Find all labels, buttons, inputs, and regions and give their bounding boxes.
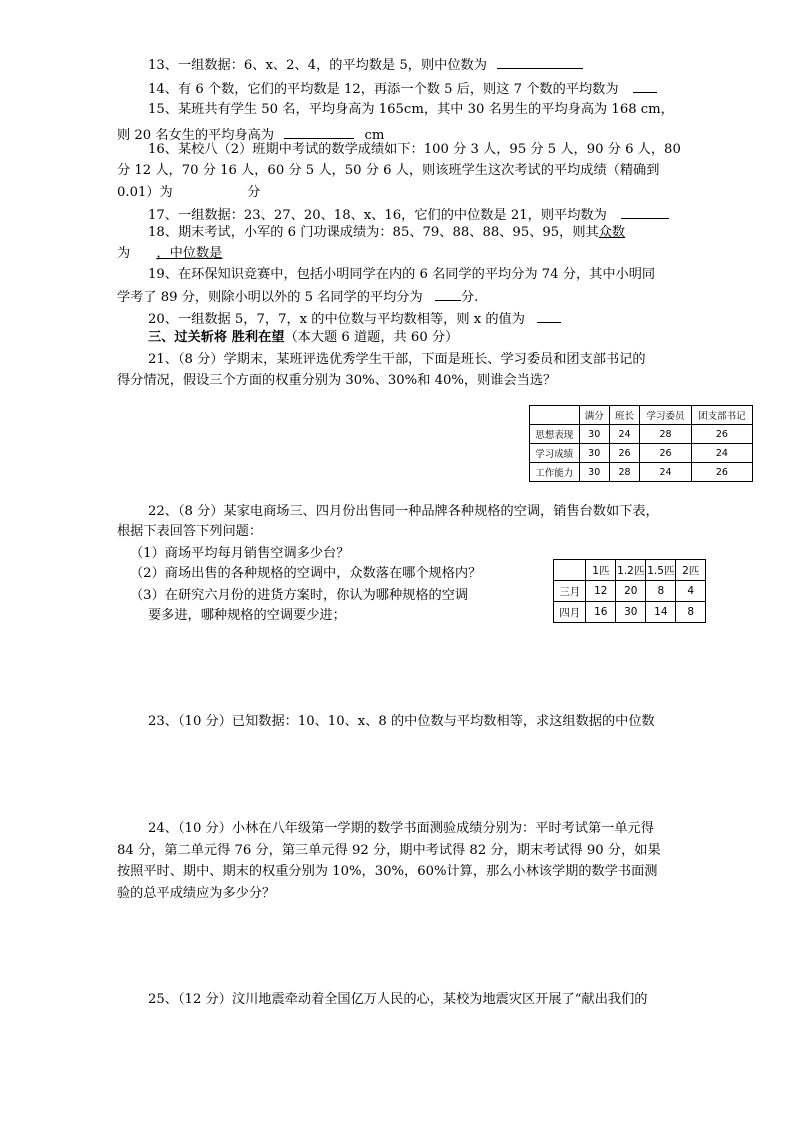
table-row xyxy=(530,425,753,444)
question-24-line4: 验的总平成绩应为多少分？ xyxy=(117,886,276,901)
table-cell: 30 xyxy=(579,463,609,482)
table-header-cell: 1.5匹 xyxy=(646,560,676,581)
section-3-info: （本大题 6 道题，共 60 分） xyxy=(284,330,459,345)
table-header-row xyxy=(554,560,706,581)
table-cell: 12 xyxy=(586,581,616,602)
table-row xyxy=(554,581,706,602)
question-25: 25、（12 分）汶川地震牵动着全国亿万人民的心，某校为地震灾区开展了“献出我们的 xyxy=(148,992,648,1007)
table-header-cell xyxy=(530,406,580,425)
question-15-line1: 15、某班共有学生 50 名，平均身高为 165cm，其中 30 名男生的平均身高为 168 cm， xyxy=(148,102,674,117)
question-19-line1: 19、在环保知识竞赛中，包括小明同学在内的 6 名同学的平均分为 74 分，其中小明同 xyxy=(148,267,656,282)
table-cell: 8 xyxy=(676,602,706,623)
q17-answer-blank xyxy=(621,205,669,219)
question-18-line2 xyxy=(117,246,222,262)
table-cell: 24 xyxy=(609,425,639,444)
table-header-cell: 2匹 xyxy=(676,560,706,581)
question-24-line3: 按照平时、期中、期末的权重分别为 10%，30%，60%计算，那么小林该学期的数学书面测 xyxy=(117,864,658,879)
q20-text: 20、一组数据 5，7，7，x 的中位数与平均数相等，则 x 的值为 xyxy=(148,312,525,327)
q13-answer-blank xyxy=(497,55,583,69)
table-header-cell: 1.2匹 xyxy=(616,560,646,581)
table-cell: 30 xyxy=(579,444,609,463)
q13-text: 13、一组数据：6、x、2、4，的平均数是 5，则中位数为 xyxy=(148,58,487,73)
q15-line2-post: cm xyxy=(364,128,385,143)
question-20 xyxy=(148,309,561,328)
q19-line2-post: 分. xyxy=(460,290,479,305)
q14-text: 14、有 6 个数，它们的平均数是 12，再添一个数 5 后，则这 7 个数的平均数为 xyxy=(148,82,619,97)
question-22-sub3b: 要多进，哪种规格的空调要少进； xyxy=(148,608,346,623)
table-cell: 三月 xyxy=(554,581,586,602)
table-row xyxy=(530,444,753,463)
question-21-line2: 得分情况，假设三个方面的权重分别为 30%、30%和 40%，则谁会当选？ xyxy=(117,373,557,388)
question-22-sub1: （1）商场平均每月销售空调多少台？ xyxy=(130,546,350,561)
question-16-line1: 16、某校八（2）班期中考试的数学成绩如下：100 分 3 人，95 分 5 人，90 分 6 人，80 xyxy=(148,142,681,157)
q16-line3-post: 分 xyxy=(247,185,261,200)
table-cell: 学习成绩 xyxy=(530,444,580,463)
q18-median-label: ，中位数是 xyxy=(156,246,223,261)
table-cell: 24 xyxy=(640,463,692,482)
q18-line1-pre: 18、期末考试，小军的 6 门功课成绩为：85、79、88、88、95、95，则其 xyxy=(148,225,599,240)
table-cell: 26 xyxy=(640,444,692,463)
table-cell: 8 xyxy=(646,581,676,602)
section-3-heading xyxy=(148,330,458,346)
table-header-cell: 1匹 xyxy=(586,560,616,581)
table-header-cell: 团支部书记 xyxy=(691,406,752,425)
question-22-sub2: （2）商场出售的各种规格的空调中，众数落在哪个规格内？ xyxy=(130,566,482,581)
q15-line2-pre: 则 20 名女生的平均身高为 xyxy=(117,128,275,143)
table-header-cell xyxy=(554,560,586,581)
q19-line2-pre: 学考了 89 分，则除小明以外的 5 名同学的平均分为 xyxy=(117,290,423,305)
table-cell: 24 xyxy=(691,444,752,463)
q16-line3-pre: 0.01）为 xyxy=(117,185,173,200)
table-header-cell: 学习委员 xyxy=(640,406,692,425)
q20-answer-blank xyxy=(537,309,561,323)
question-22-line1: 22、（8 分）某家电商场三、四月份出售同一种品牌各种规格的空调，销售台数如下表， xyxy=(148,504,659,519)
question-17 xyxy=(148,205,669,224)
table-cell: 20 xyxy=(616,581,646,602)
table-cell: 28 xyxy=(609,463,639,482)
table-row xyxy=(530,463,753,482)
table-cell: 工作能力 xyxy=(530,463,580,482)
question-13 xyxy=(148,55,583,74)
q22-sales-table xyxy=(553,559,706,623)
table-row xyxy=(554,602,706,623)
question-23: 23、（10 分）已知数据：10、10、x、8 的中位数与平均数相等，求这组数据的中位数 xyxy=(148,714,655,729)
question-16-line2: 分 12 人，70 分 16 人，60 分 5 人，50 分 6 人，则该班学生这次考试的平均成绩（精确到 xyxy=(117,163,660,178)
question-22-sub3a: （3）在研究六月份的进货方案时，你认为哪种规格的空调 xyxy=(130,588,469,603)
table-cell: 14 xyxy=(646,602,676,623)
table-cell: 30 xyxy=(579,425,609,444)
table-header-row xyxy=(530,406,753,425)
question-16-line3 xyxy=(117,183,260,201)
table-header-cell: 班长 xyxy=(609,406,639,425)
table-cell: 四月 xyxy=(554,602,586,623)
question-14 xyxy=(148,79,657,98)
table-cell: 思想表现 xyxy=(530,425,580,444)
table-cell: 16 xyxy=(586,602,616,623)
question-24-line1: 24、（10 分）小林在八年级第一学期的数学书面测验成绩分别为：平时考试第一单元得 xyxy=(148,821,654,836)
q14-answer-blank xyxy=(633,79,657,93)
q19-answer-blank xyxy=(435,287,461,301)
table-cell: 26 xyxy=(609,444,639,463)
q16-answer-blank xyxy=(177,183,237,196)
question-18-line1 xyxy=(148,225,625,241)
question-19-line2 xyxy=(117,287,478,306)
q17-text: 17、一组数据：23、27、20、18、x、16，它们的中位数是 21，则平均数为 xyxy=(148,208,607,223)
question-21-line1: 21、（8 分）学期末，某班评选优秀学生干部，下面是班长、学习委员和团支部书记的 xyxy=(148,352,646,367)
q18-mode-label: 众数 xyxy=(598,225,626,240)
q21-score-table xyxy=(529,405,753,482)
q18-line2-a: 为 xyxy=(117,246,131,261)
table-cell: 30 xyxy=(616,602,646,623)
question-22-line2: 根据下表回答下列问题： xyxy=(117,524,263,539)
table-cell: 26 xyxy=(691,425,752,444)
question-24-line2: 84 分，第二单元得 76 分，第三单元得 92 分，期中考试得 82 分，期末考试得 90 分，如果 xyxy=(117,843,661,858)
table-cell: 26 xyxy=(691,463,752,482)
section-3-title: 三、过关斩将 胜利在望 xyxy=(148,330,285,345)
q15-answer-blank xyxy=(284,125,354,139)
table-cell: 4 xyxy=(676,581,706,602)
table-cell: 28 xyxy=(640,425,692,444)
table-header-cell: 满分 xyxy=(579,406,609,425)
